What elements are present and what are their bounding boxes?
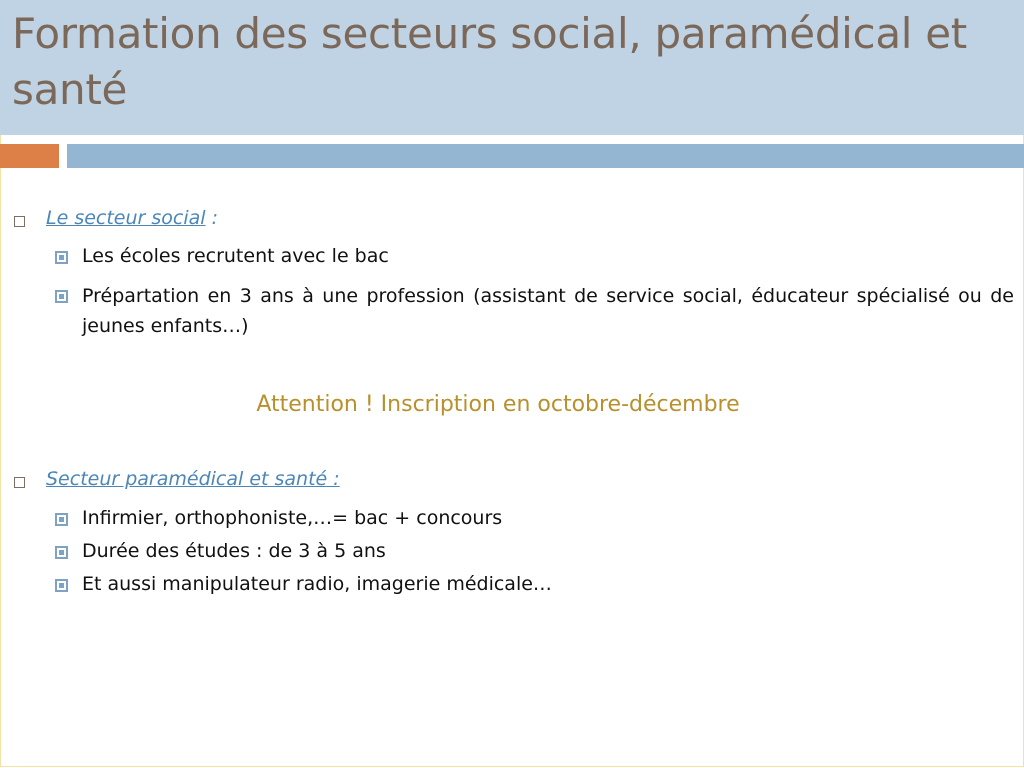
section-heading-social-suffix: :: [205, 207, 219, 229]
square-bullet-filled-icon: [55, 579, 68, 592]
square-bullet-filled-icon: [55, 251, 68, 264]
section-heading-social-label: Le secteur social: [46, 207, 206, 229]
slide-title: Formation des secteurs social, paramédical et santé: [12, 9, 967, 114]
square-bullet-filled-icon: [55, 290, 68, 303]
square-bullet-icon: [14, 477, 25, 488]
square-bullet-filled-icon: [55, 513, 68, 526]
section-heading-paramedical: [46, 468, 340, 490]
section-heading-paramedical-label: Secteur paramédical et santé :: [46, 468, 340, 490]
list-item: Les écoles recrutent avec le bac: [82, 245, 389, 267]
list-item: Infirmier, orthophoniste,…= bac + concours: [82, 507, 503, 529]
square-bullet-filled-icon: [55, 546, 68, 559]
square-bullet-icon: [14, 216, 25, 227]
list-item: Durée des études : de 3 à 5 ans: [82, 540, 386, 562]
section-heading-social: [46, 207, 218, 229]
list-item: Et aussi manipulateur radio, imagerie médicale…: [82, 573, 552, 595]
attention-notice: Attention ! Inscription en octobre-décembre: [256, 392, 740, 417]
list-item: Prépartation en 3 ans à une profession (assistant de service social, éducateur spécialisé ou de jeunes enfants…): [82, 285, 1014, 337]
